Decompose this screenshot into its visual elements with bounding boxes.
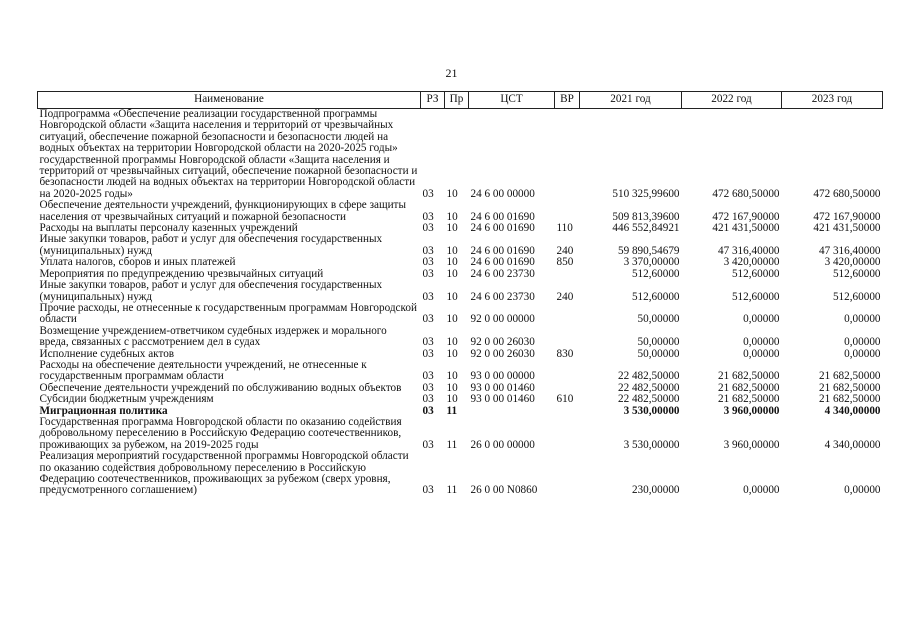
row-vr: 610: [556, 393, 574, 406]
row-value-2021: 22 482,50000: [617, 381, 680, 394]
row-name: Иные закупки товаров, работ и услуг для обеспечения государственных (муниципальных) нужд: [39, 279, 383, 303]
row-pr: 11: [446, 484, 458, 497]
row-rz: 03: [422, 347, 434, 360]
row-pr: 10: [446, 336, 458, 349]
row-value-2023: 512,60000: [832, 290, 881, 303]
row-rz: 03: [422, 256, 434, 269]
row-value-2023: 0,00000: [844, 484, 881, 497]
row-vr: [555, 109, 580, 201]
row-cst: [469, 406, 555, 417]
row-cst: 92 0 00 26030: [470, 347, 535, 360]
row-value-2021: 512,60000: [631, 267, 680, 280]
row-rz: 03: [422, 370, 434, 383]
row-cst: 24 6 00 23730: [470, 290, 535, 303]
row-pr: 10: [446, 347, 458, 360]
row-value-2023: 21 682,50000: [818, 381, 881, 394]
row-cst: 26 0 00 N0860: [470, 484, 538, 497]
row-cst: 92 0 00 00000: [470, 313, 535, 326]
row-value-2023: 0,00000: [844, 347, 881, 360]
row-name: Исполнение судебных актов: [39, 347, 175, 360]
row-rz: 03: [422, 484, 434, 497]
row-value-2023: 421 431,50000: [813, 222, 881, 235]
header-2021: 2021 год: [580, 92, 682, 109]
row-cst: 93 0 00 00000: [470, 370, 535, 383]
row-value-2022: 21 682,50000: [717, 381, 780, 394]
row-value-2021: 3 530,00000: [623, 404, 680, 417]
row-value-2021: 50,00000: [637, 336, 680, 349]
header-name: Наименование: [38, 92, 421, 109]
table-row: [38, 257, 883, 268]
row-pr: 10: [446, 222, 458, 235]
table-row: [38, 280, 883, 303]
row-vr: [555, 200, 580, 223]
table-row: [38, 394, 883, 405]
row-pr: 10: [446, 267, 458, 280]
row-cst: 92 0 00 26030: [470, 336, 535, 349]
row-rz: 03: [422, 210, 434, 223]
header-pr: Пр: [445, 92, 469, 109]
row-value-2021: 510 325,99600: [612, 187, 680, 200]
row-vr: 830: [556, 347, 574, 360]
row-name: Государственная программа Новгородской области по оказанию содействия добровольному переселению в Российскую Федерацию соотечественников, проживающих за рубежом, на 2019-2025 годы: [39, 415, 402, 451]
row-name: Реализация мероприятий государственной программы Новгородской области по оказанию содействия добровольному переселению в Российскую Федерацию соотечественников, проживающих за рубежом (сверх уровня, предусмотренного соглашением): [39, 450, 409, 497]
row-value-2021: 50,00000: [637, 313, 680, 326]
row-value-2022: 0,00000: [743, 484, 780, 497]
row-value-2022: 21 682,50000: [717, 370, 780, 383]
row-name: Возмещение учреждением-ответчиком судебных издержек и морального вреда, связанных с рассмотрением дел в судах: [39, 324, 387, 349]
row-vr: [555, 326, 580, 349]
row-vr: 240: [556, 244, 574, 257]
row-name: Иные закупки товаров, работ и услуг для обеспечения государственных (муниципальных) нужд: [39, 233, 383, 257]
row-cst: 24 6 00 01690: [470, 222, 535, 235]
row-value-2021: 512,60000: [631, 290, 680, 303]
row-name: Расходы на обеспечение деятельности учреждений, не отнесенные к государственным программам области: [39, 358, 367, 383]
row-name: Обеспечение деятельности учреждений, функционирующих в сфере защиты населения от чрезвычайных ситуаций и пожарной безопасности: [39, 199, 406, 223]
table-row: [38, 417, 883, 451]
row-value-2022: 421 431,50000: [712, 222, 780, 235]
row-rz: 03: [422, 290, 434, 303]
row-value-2021: 230,00000: [631, 484, 680, 497]
table-row: [38, 303, 883, 326]
row-value-2021: 50,00000: [637, 347, 680, 360]
header-vr: ВР: [555, 92, 580, 109]
row-vr: 110: [556, 222, 573, 235]
row-pr: 10: [446, 313, 458, 326]
row-value-2022: 0,00000: [743, 336, 780, 349]
row-rz: 03: [422, 381, 434, 394]
row-vr: [555, 303, 580, 326]
row-name: Расходы на выплаты персоналу казенных учреждений: [39, 222, 298, 235]
row-vr: 240: [556, 290, 574, 303]
row-rz: 03: [422, 404, 434, 417]
row-value-2022: 3 960,00000: [723, 404, 780, 417]
header-2022: 2022 год: [682, 92, 782, 109]
row-value-2021: 509 813,39600: [612, 210, 680, 223]
row-value-2022: 472 680,50000: [712, 187, 780, 200]
row-pr: 10: [446, 290, 458, 303]
row-pr: 10: [446, 381, 458, 394]
row-vr: [555, 360, 580, 383]
header-rz: РЗ: [421, 92, 445, 109]
table-row: [38, 200, 883, 223]
row-vr: [555, 406, 580, 417]
row-pr: 10: [446, 187, 458, 200]
row-rz: 03: [422, 187, 434, 200]
row-cst: 26 0 00 00000: [470, 438, 535, 451]
row-value-2023: 472 680,50000: [813, 187, 881, 200]
row-value-2022: 21 682,50000: [717, 393, 780, 406]
row-vr: [555, 417, 580, 451]
row-name: Миграционная политика: [39, 404, 168, 417]
row-cst: 24 6 00 23730: [470, 267, 535, 280]
row-vr: 850: [556, 256, 574, 269]
row-value-2023: 512,60000: [832, 267, 881, 280]
table-body: [38, 109, 883, 497]
table-row: [38, 360, 883, 383]
row-rz: 03: [422, 267, 434, 280]
row-value-2023: 472 167,90000: [813, 210, 881, 223]
row-value-2023: 4 340,00000: [824, 404, 881, 417]
row-cst: 93 0 00 01460: [470, 393, 535, 406]
table-row: [38, 326, 883, 349]
row-name: Прочие расходы, не отнесенные к государственным программам Новгородской области: [39, 301, 417, 326]
row-value-2022: 47 316,40000: [717, 244, 780, 257]
row-value-2021: 59 890,54679: [617, 244, 680, 257]
row-pr: 10: [446, 256, 458, 269]
row-cst: 24 6 00 01690: [470, 244, 535, 257]
row-value-2021: 3 530,00000: [623, 438, 680, 451]
row-pr: 10: [446, 370, 458, 383]
table-row: [38, 451, 883, 497]
row-pr: 11: [446, 404, 458, 417]
header-cst: ЦСТ: [469, 92, 555, 109]
row-value-2021: 446 552,84921: [612, 222, 680, 235]
row-value-2022: 512,60000: [731, 267, 780, 280]
row-rz: 03: [422, 438, 434, 451]
row-rz: 03: [422, 336, 434, 349]
row-value-2022: 3 420,00000: [723, 256, 780, 269]
row-rz: 03: [422, 244, 434, 257]
row-value-2021: 22 482,50000: [617, 370, 680, 383]
page-number: 21: [445, 66, 458, 80]
row-name: Субсидии бюджетным учреждениям: [39, 393, 214, 406]
row-cst: 24 6 00 01690: [470, 256, 535, 269]
row-vr: [555, 451, 580, 497]
table-row: [38, 109, 883, 201]
row-pr: 11: [446, 438, 458, 451]
row-value-2022: 0,00000: [743, 347, 780, 360]
row-pr: 10: [446, 393, 458, 406]
row-value-2022: 512,60000: [731, 290, 780, 303]
budget-table: [37, 91, 883, 497]
row-value-2023: 21 682,50000: [818, 393, 881, 406]
row-value-2023: 47 316,40000: [818, 244, 881, 257]
row-value-2022: 0,00000: [743, 313, 780, 326]
row-name: Подпрограмма «Обеспечение реализации государственной программы Новгородской области «Защита населения и территорий от чрезвычайных ситуаций, обеспечение пожарной безопасности и безопасности людей на водных объектах на территории Новгородской области на 2020-2025 годы» государственной программы Новгородской области «Защита населения и территорий от чрезвычайных ситуаций, обеспечение пожарной безопасности и безопасности людей на водных объектах на территории Новгородской области на 2020-2025 годы»: [39, 108, 418, 200]
row-pr: 10: [446, 210, 458, 223]
row-value-2023: 0,00000: [844, 336, 881, 349]
row-cst: 93 0 00 01460: [470, 381, 535, 394]
row-rz: 03: [422, 393, 434, 406]
row-value-2023: 3 420,00000: [824, 256, 881, 269]
row-value-2023: 4 340,00000: [824, 438, 881, 451]
table-row: [38, 234, 883, 257]
row-value-2021: 22 482,50000: [617, 393, 680, 406]
row-name: Обеспечение деятельности учреждений по обслуживанию водных объектов: [39, 381, 402, 394]
row-name: Уплата налогов, сборов и иных платежей: [39, 256, 236, 269]
row-vr: [555, 269, 580, 280]
header-2023: 2023 год: [782, 92, 883, 109]
table-header-row: [38, 92, 883, 109]
row-name: Мероприятия по предупреждению чрезвычайных ситуаций: [39, 267, 324, 280]
row-pr: 10: [446, 244, 458, 257]
row-value-2021: 3 370,00000: [623, 256, 680, 269]
row-rz: 03: [422, 313, 434, 326]
row-rz: 03: [422, 222, 434, 235]
row-value-2022: 472 167,90000: [712, 210, 780, 223]
row-cst: 24 6 00 00000: [470, 187, 535, 200]
row-value-2023: 0,00000: [844, 313, 881, 326]
row-value-2022: 3 960,00000: [723, 438, 780, 451]
row-cst: 24 6 00 01690: [470, 210, 535, 223]
row-value-2023: 21 682,50000: [818, 370, 881, 383]
